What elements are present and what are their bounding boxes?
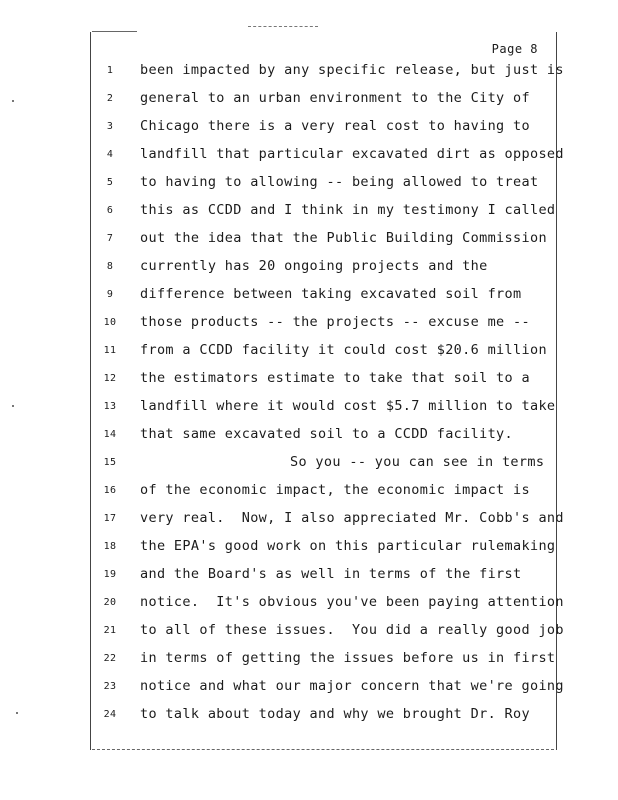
line-text: and the Board's as well in terms of the first: [140, 566, 522, 582]
line-number: 14: [103, 429, 117, 440]
line-number: 20: [103, 597, 117, 608]
line-text: from a CCDD facility it could cost $20.6 million: [140, 342, 547, 358]
bottom-rule: [92, 749, 554, 750]
line-text: general to an urban environment to the City of: [140, 90, 530, 106]
top-rule-dashed: [248, 26, 318, 27]
line-number: 9: [106, 289, 114, 300]
line-text: difference between taking excavated soil from: [140, 286, 522, 302]
line-text: notice. It's obvious you've been paying attention: [140, 594, 564, 610]
line-number: 2: [106, 93, 114, 104]
line-number: 18: [103, 541, 117, 552]
line-text: been impacted by any specific release, but just is: [140, 62, 564, 78]
line-text: Chicago there is a very real cost to having to: [140, 118, 530, 134]
line-number: 5: [106, 177, 114, 188]
line-number: 19: [103, 569, 117, 580]
line-number: 11: [103, 345, 117, 356]
line-number: 22: [103, 653, 117, 664]
line-number: 7: [106, 233, 114, 244]
line-text: in terms of getting the issues before us in first: [140, 650, 556, 666]
line-number: 16: [103, 485, 117, 496]
line-text: this as CCDD and I think in my testimony I called: [140, 202, 556, 218]
line-number: 1: [106, 65, 114, 76]
line-text: of the economic impact, the economic impact is: [140, 482, 530, 498]
line-number: 21: [103, 625, 117, 636]
scan-speck: [12, 405, 14, 407]
line-text: those products -- the projects -- excuse me --: [140, 314, 530, 330]
page-frame: [90, 32, 557, 750]
scan-speck: [12, 100, 14, 102]
page-label: Page 8: [491, 42, 538, 56]
line-number: 17: [103, 513, 117, 524]
line-text: to talk about today and why we brought Dr. Roy: [140, 706, 530, 722]
line-text: very real. Now, I also appreciated Mr. Cobb's and: [140, 510, 564, 526]
line-number: 6: [106, 205, 114, 216]
line-text: currently has 20 ongoing projects and the: [140, 258, 488, 274]
line-text: notice and what our major concern that we're going: [140, 678, 564, 694]
line-number: 4: [106, 149, 114, 160]
line-number: 24: [103, 709, 117, 720]
line-text: to all of these issues. You did a really good job: [140, 622, 564, 638]
line-number: 3: [106, 121, 114, 132]
line-text: So you -- you can see in terms: [290, 454, 545, 470]
line-text: the EPA's good work on this particular rulemaking: [140, 538, 556, 554]
line-number: 23: [103, 681, 117, 692]
line-text: to having to allowing -- being allowed to treat: [140, 174, 539, 190]
line-text: out the idea that the Public Building Commission: [140, 230, 547, 246]
line-number: 15: [103, 457, 117, 468]
line-text: the estimators estimate to take that soil to a: [140, 370, 530, 386]
line-text: landfill where it would cost $5.7 million to take: [140, 398, 556, 414]
scan-speck: [16, 712, 18, 714]
line-text: that same excavated soil to a CCDD facility.: [140, 426, 514, 442]
line-number: 13: [103, 401, 117, 412]
line-number: 8: [106, 261, 114, 272]
line-number: 10: [103, 317, 117, 328]
line-number: 12: [103, 373, 117, 384]
line-text: landfill that particular excavated dirt as opposed: [140, 146, 564, 162]
